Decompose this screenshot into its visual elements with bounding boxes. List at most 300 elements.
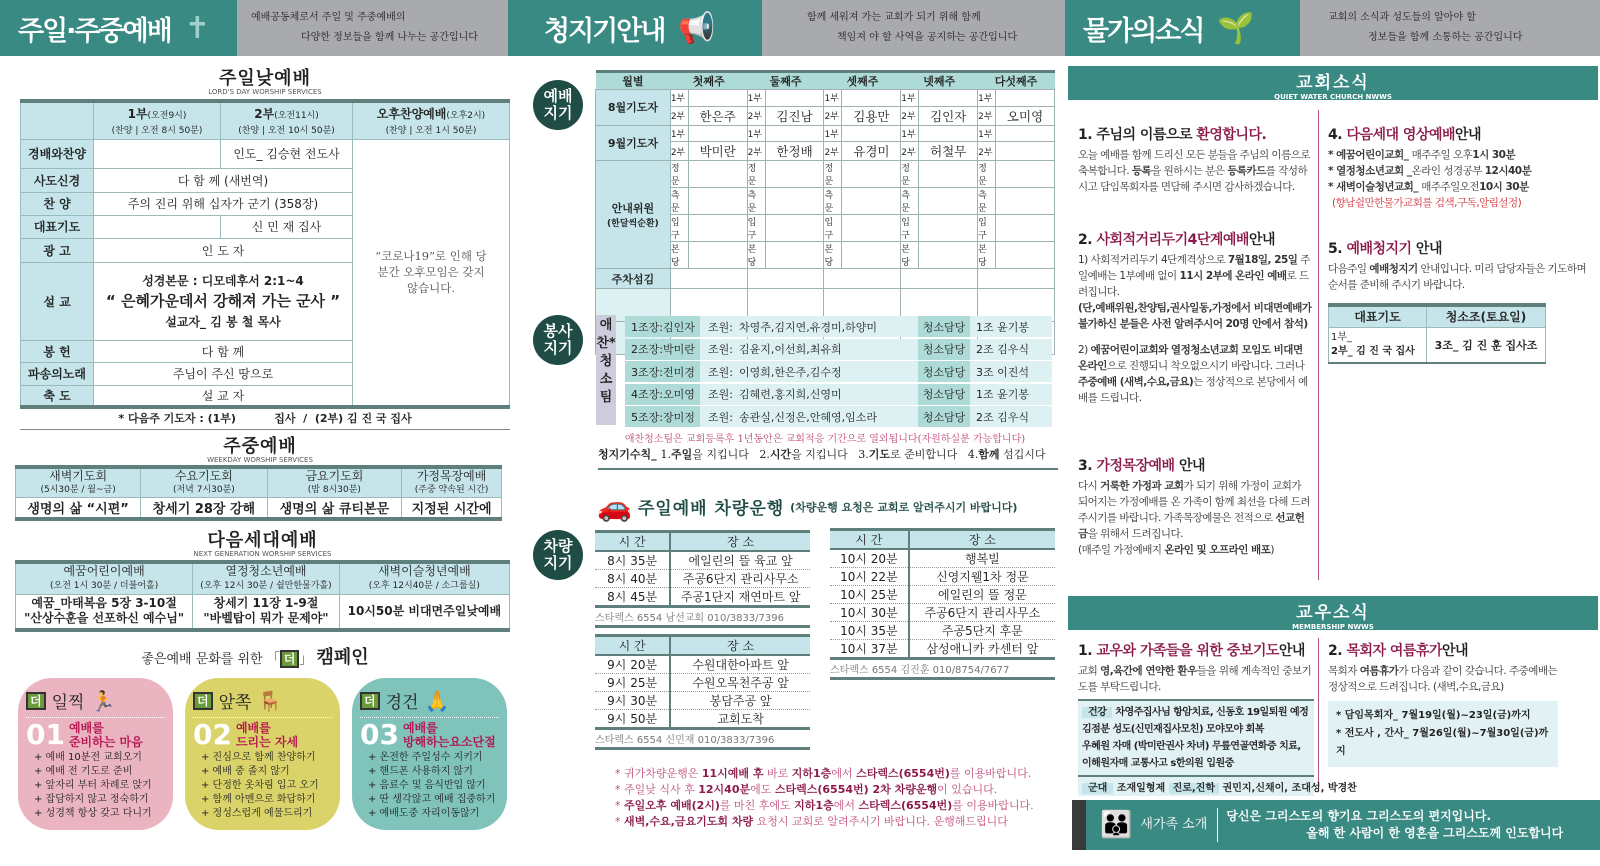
text-segment: 들을 위해 계속적인 중보기도를 부탁드립니다. <box>1078 665 1312 693</box>
parking-cell <box>901 269 978 289</box>
usher-name <box>842 161 901 188</box>
rich-text <box>1328 640 1558 660</box>
usher-name <box>688 161 747 188</box>
rich-text <box>1078 455 1313 475</box>
car-header: 장 소 <box>670 532 810 552</box>
heading-1: 예배를 <box>235 720 271 735</box>
parking-cell <box>824 269 901 289</box>
part-label: 2부 <box>901 106 919 125</box>
row-label: 광 고 <box>21 238 94 262</box>
row-label: 봉 헌 <box>21 340 94 362</box>
card-list <box>368 751 499 821</box>
text-segment: 2. <box>1328 643 1347 659</box>
card-number: 02 <box>193 718 232 751</box>
text-segment: 4. <box>1328 127 1347 143</box>
car-time: 8시 45분 <box>595 588 670 607</box>
header-row <box>16 562 510 594</box>
part-label: 2부 <box>747 142 765 161</box>
text-segment: 새벽,수요,금요기도회 차량 <box>624 815 754 828</box>
car-time: 9시 20분 <box>595 655 670 674</box>
car-header: 장 소 <box>909 530 1055 550</box>
position-label: 본당 <box>747 242 765 269</box>
header-section-worship <box>0 0 237 56</box>
text-segment: 안내 <box>1455 127 1482 143</box>
campaign-prefix: 좋은예배 문화를 위한 <box>141 652 263 667</box>
heading-2: 준비하는 마음 <box>68 734 143 749</box>
card-list-item: + 진심으로 함께 찬양하기 <box>201 752 316 763</box>
text-segment: 시간 <box>769 448 792 461</box>
text-segment: 함께 <box>978 448 1000 461</box>
position-label: 입구 <box>670 215 688 242</box>
card-list-item: + 성경책 항상 갖고 다니기 <box>34 808 152 819</box>
steward-rules <box>598 446 1058 470</box>
usher-name <box>842 215 901 242</box>
car-header-row <box>830 530 1055 550</box>
cell: 다 함 께 (새번역) <box>94 168 353 192</box>
schedule-header: 월별 <box>596 72 671 90</box>
heading-2: 방해하는요소단절 <box>402 734 496 749</box>
sunday-title: 주일낮예배 <box>219 68 311 89</box>
prayer-name <box>842 125 901 142</box>
car-place: 행복빌 <box>909 549 1055 568</box>
usher-name <box>842 188 901 215</box>
career-label: 진로,진학 <box>1169 783 1219 794</box>
text-segment: 오늘 예배를 함께 드리신 모든 분들을 주님의 이름으로 축복합니다. <box>1078 149 1311 177</box>
duty: 2조 김우식 <box>970 339 1052 360</box>
text-segment: 교우와 가족들을 위한 중보기도 <box>1096 643 1279 659</box>
text-segment: 안내 <box>1248 232 1276 248</box>
text-segment: 거룩한 가정과 교회 <box>1100 480 1184 492</box>
new-family-line: 당신은 그리스도의 향기요 그리스도의 편지입니다. <box>1226 809 1492 823</box>
heading-1: 예배를 <box>68 720 104 735</box>
text-segment: 환영합니다. <box>1196 127 1267 143</box>
text-segment: 1) 사회적거리두기 4단계격상으로 <box>1078 254 1228 266</box>
weekday-table <box>15 465 502 521</box>
col-sub: (찬양 | 오전 8시 50분) <box>111 126 203 137</box>
prayer-name: 한정배 <box>765 142 824 161</box>
prayer-name <box>996 142 1055 161</box>
text-segment: 에서 <box>833 799 859 812</box>
text-segment: * 열정청소년교회 _ <box>1328 165 1412 177</box>
th: 청소조(토요일) <box>1445 310 1527 325</box>
line: 예꿈_마태복음 5장 3-10절 <box>31 596 177 611</box>
car-row <box>595 710 810 729</box>
prayer-name: 한은주 <box>688 106 747 125</box>
prayer-name <box>919 90 978 107</box>
col-name: 가정목장예배 <box>416 468 487 483</box>
bible-globe-icon: ✝ <box>184 10 208 46</box>
megaphone-icon: 📢 <box>678 10 714 46</box>
car-time: 10시 22분 <box>830 568 909 586</box>
col-name: 새벽기도회 <box>49 468 108 483</box>
schedule-header: 셋째주 <box>824 72 901 90</box>
prayer-name: 김진남 <box>765 106 824 125</box>
col-time: (오전11시) <box>274 111 319 122</box>
duty-label: 청소담당 <box>918 339 970 360</box>
rich-text <box>1328 179 1593 195</box>
cell: 2부_ 김 진 국 집사 <box>1331 345 1415 357</box>
cell: 주님이 주신 땅으로 <box>94 362 353 385</box>
church-news-banner <box>1068 66 1598 100</box>
parking-row <box>596 269 1055 289</box>
card-list-item: + 예배 중 졸지 않기 <box>201 766 290 777</box>
part-label: 2부 <box>747 106 765 125</box>
news-item-2 <box>1078 229 1313 406</box>
text-segment: 3. <box>1078 458 1097 474</box>
col-time: (저녁 7시30분) <box>172 484 235 495</box>
header-desc-line: 함께 세워져 가는 교회가 되기 위해 함께 <box>807 12 981 23</box>
members: 송관실,신정은,안혜영,임소라 <box>738 410 877 424</box>
heading-1: 예배를 <box>402 720 438 735</box>
worship-keeper-badge: 예배 지기 <box>533 80 583 130</box>
car-time: 9시 50분 <box>595 710 670 729</box>
header-desc <box>237 0 508 56</box>
weekday-col-header <box>16 467 141 497</box>
weekday-subtitle: WEEKDAY WORSHIP SERVICES <box>207 456 313 464</box>
duty-label: 청소담당 <box>918 316 970 337</box>
row-label: 찬 양 <box>21 192 94 215</box>
usher-name <box>765 242 824 269</box>
content-row <box>16 497 502 519</box>
car-time: 8시 35분 <box>595 551 670 570</box>
text-segment: 교회 <box>1078 665 1101 677</box>
text-segment: 요청시 교회로 알려주시기 바랍니다. 운행해드립니다 <box>753 815 1008 828</box>
banner-title: 교회소식 <box>1296 73 1370 93</box>
parking-cell <box>978 269 1055 289</box>
row-label: 주차섬김 <box>596 269 671 289</box>
text-segment: 로 준비합니다 4. <box>890 448 979 461</box>
text-segment: 스타렉스(6554번) 2차 차량운행 <box>774 783 938 796</box>
campaign-title: 좋은예배 문화를 위한 「 더 」 캠페인 <box>141 647 369 668</box>
banner-subtitle: QUIET WATER CHURCH NWWS <box>1274 93 1392 101</box>
part-label: 2부 <box>978 106 996 125</box>
position-label: 측문 <box>670 188 688 215</box>
text-segment: 기도 <box>868 448 891 461</box>
car-place: 에일린의 뜰 육교 앞 <box>670 551 810 570</box>
prayer-name <box>765 90 824 107</box>
rich-text <box>1078 252 1313 300</box>
nextgen-content <box>193 594 339 630</box>
car-row <box>830 568 1055 586</box>
team-leader: 5조장:장미정 <box>625 406 700 427</box>
vacation-line: * 전도사 , 간사_ 7월26일(월)~7월30일(금)까지 <box>1336 728 1549 757</box>
car-place: 수원오목천주공 앞 <box>670 674 810 692</box>
rich-text <box>1078 300 1313 332</box>
text-segment: 가 다음과 같이 갖습니다. 주중예배는 정상적으로 드려집니다. (새벽,수요,금요) <box>1328 665 1558 693</box>
text-segment: 12시40분 <box>1484 165 1532 177</box>
text-segment: 스타렉스(6554번) <box>858 799 953 812</box>
members-label: 조원: <box>708 388 733 401</box>
card-title-row <box>26 718 165 751</box>
row-label: 축 도 <box>21 385 94 407</box>
new-family-line: 올해 한 사람이 한 영혼을 그리스도께 인도합니다 <box>1306 826 1564 840</box>
part-label: 2부 <box>670 142 688 161</box>
row-label: 경배와찬양 <box>21 139 94 168</box>
rich-text <box>1078 124 1313 144</box>
header-desc-line: 예배공동체로서 주일 및 주중예배의 <box>251 12 406 23</box>
duty: 1조 윤기봉 <box>970 316 1052 337</box>
card-head <box>360 688 499 718</box>
position-label: 측문 <box>978 188 996 215</box>
position-label: 입구 <box>824 215 842 242</box>
car-row <box>595 570 810 588</box>
card-list-item: + 딴 생각않고 예배 집중하기 <box>368 794 496 805</box>
part-label: 1부 <box>901 125 919 142</box>
team-label: 애찬*청소팀 <box>596 315 616 425</box>
nextgen-content <box>339 594 509 630</box>
members-label: 조원: <box>708 410 733 424</box>
part-label: 1부 <box>901 90 919 107</box>
health-box <box>1078 699 1314 775</box>
usher-name <box>765 188 824 215</box>
weekday-content: 생명의 삶 큐티본문 <box>267 497 402 519</box>
car-note <box>615 782 1055 798</box>
text-segment: 이 있습니다. <box>937 783 998 796</box>
card-list-item: + 예배도중 자리이동않기 <box>368 808 480 819</box>
duty: 3조 이진석 <box>970 361 1052 382</box>
col-time: (밤 8시30분) <box>307 484 361 495</box>
car-row <box>830 622 1055 640</box>
text-segment: 온라인 및 오프라인 배포 <box>1164 544 1271 556</box>
cell: 설 교 자 <box>94 385 353 407</box>
rich-text <box>1328 195 1593 211</box>
car-row <box>595 655 810 674</box>
car-place: 봉담주공 앞 <box>670 692 810 710</box>
car-keeper-badge: 차량 지기 <box>533 530 583 580</box>
car-place: 주공6단지 관리사무소 <box>670 570 810 588</box>
col-time: (오후2시) <box>446 111 486 122</box>
text-segment: 안내 <box>1174 458 1206 474</box>
row-label: 대표기도 <box>21 215 94 238</box>
position-label: 본당 <box>901 242 919 269</box>
team-note: 애찬청소팀은 교회등록후 1년동안은 교회적응 기간으로 열외됩니다(자원하실분 가능합니다) <box>624 434 1026 445</box>
rich-text <box>1328 663 1558 695</box>
schedule-header: 첫째주 <box>670 72 747 90</box>
health-item: 이해원자매 교통사고 s한의원 입원중 <box>1082 758 1234 769</box>
team-leader: 2조장:박미란 <box>625 339 700 360</box>
text-segment: 1. <box>660 448 671 461</box>
card-heading <box>69 721 143 749</box>
text-segment: 으로 진행되니 착오없으시기 바랍니다. 그러나 <box>1106 360 1305 372</box>
car-footer: 스타렉스 6554 남선교회 010/3833/7396 <box>595 607 810 627</box>
sunday-worship-table <box>20 99 510 409</box>
text-segment: 1. 주님의 이름으로 <box>1078 127 1197 143</box>
afternoon-note: “코로나19”로 인해 당분간 오후모임은 갖지 않습니다. <box>353 139 510 407</box>
text-segment: 안내 <box>1441 643 1469 659</box>
car-place: 주공6단지 관리사무소 <box>909 604 1055 622</box>
rich-text <box>1078 542 1313 558</box>
text-segment: 을 원하시는 분은 <box>1151 165 1228 177</box>
text-segment: * <box>615 815 624 828</box>
header-desc-line: 책임져 야 할 사역을 공지하는 공간입니다 <box>837 32 1018 43</box>
rich-text <box>1328 238 1593 258</box>
car-notes <box>615 766 1055 830</box>
card-title-row <box>360 718 499 751</box>
usher-name <box>919 242 978 269</box>
col-name: 2부 <box>254 107 275 122</box>
text-segment: 주중예배 (새벽,수요,금요) <box>1078 376 1194 388</box>
card-list-item: + 함께 아멘으로 화답하기 <box>201 794 316 805</box>
nextgen-col-header <box>193 562 339 594</box>
text-segment: 가 되기 위해 가정이 교회가 되어지는 가정예배를 온 가족이 함께 최선을 다해 드려 주시기를 바랍니다. 가족목장예물은 전적으로 <box>1078 480 1311 524</box>
weekday-content: 지정된 시간에 <box>402 497 502 519</box>
text-segment: 매주주일 오후 <box>1411 149 1473 161</box>
new-family-banner <box>1072 800 1600 850</box>
weekday-title: 주중예배 <box>223 436 297 457</box>
text-segment: 을 지킵니다 3. <box>791 448 869 461</box>
position-label: 정문 <box>978 161 996 188</box>
car-place: 신영지웰1차 정문 <box>909 568 1055 586</box>
rich-text <box>1078 478 1313 542</box>
members-label: 조원: <box>708 320 733 334</box>
text-segment: 2. <box>1078 232 1097 248</box>
car-time: 10시 37분 <box>830 640 909 659</box>
header-desc-line: 정보들을 함께 소통하는 공간입니다 <box>1368 32 1523 43</box>
position-label: 정문 <box>824 161 842 188</box>
text-segment: (단,예배위원,찬양팀,권사일동,가정에서 비대면예배가 불가하신 분들은 사전 알려주시어 20명 안에서 참석) <box>1078 302 1312 330</box>
usher-label: 안내위원 <box>611 202 655 215</box>
text-segment: * 귀가차량운행은 <box>615 767 702 780</box>
team-members <box>700 339 918 360</box>
weekday-content: 생명의 삶 “시편” <box>16 497 141 519</box>
header-row <box>596 72 1055 90</box>
text-segment: 5. <box>1328 241 1347 257</box>
header-title: 청지기안내 <box>544 15 665 47</box>
vacation-line: * 담임목회자_ 7월19일(월)~23일(금)까지 <box>1336 710 1531 721</box>
card-heading <box>236 721 298 749</box>
car-row <box>595 674 810 692</box>
schedule-header: 다섯째주 <box>978 72 1055 90</box>
text-segment: 목회자 여름휴가 <box>1346 643 1442 659</box>
position-label: 측문 <box>747 188 765 215</box>
card-word: 일찍 <box>51 693 85 713</box>
cell: 1부_ <box>1331 331 1353 343</box>
parking-cell <box>747 269 824 289</box>
position-label: 정문 <box>747 161 765 188</box>
prayer-name: 김인자 <box>919 106 978 125</box>
heading-2: 드리는 자세 <box>235 734 299 749</box>
prayer-name: 박미란 <box>688 142 747 161</box>
car-place: 삼성애니카 카센터 앞 <box>909 640 1055 659</box>
text-segment: * 주일낮 식사 후 <box>615 783 699 796</box>
car-time: 10시 30분 <box>830 604 909 622</box>
prayer-name <box>996 90 1055 107</box>
header-section-steward <box>508 0 762 56</box>
card-number: 03 <box>360 718 399 751</box>
campaign-card <box>18 678 173 830</box>
team-members <box>700 361 918 382</box>
part-label: 1부 <box>747 125 765 142</box>
army-value: 조재일형제 <box>1116 783 1166 794</box>
usher-name <box>996 242 1055 269</box>
col-name: 열정청소년예배 <box>225 563 307 578</box>
car-header: 장 소 <box>670 636 810 656</box>
car-footer-row <box>595 607 810 627</box>
car-place: 교회도착 <box>670 710 810 729</box>
prayer-name <box>842 90 901 107</box>
text-segment: 11시 2부에 온라인 예배 <box>1179 270 1287 282</box>
text-segment: 사회적거리두기4단계예배 <box>1096 232 1249 248</box>
text-segment: 예배청지기 <box>1369 263 1418 275</box>
header-desc-line: 교회의 소식과 성도들의 알아야 할 <box>1328 12 1476 23</box>
card-heading <box>403 721 496 749</box>
header-row <box>16 467 502 497</box>
cell <box>94 215 221 238</box>
team-row <box>625 384 1052 405</box>
usher-name <box>996 215 1055 242</box>
text-segment: 스타렉스(6554번) <box>856 767 950 780</box>
service-keeper-badge: 봉사 지기 <box>533 315 583 365</box>
text-segment: ) <box>1270 544 1274 556</box>
family-hands-icon: 👪 <box>1100 810 1133 840</box>
weekday-col-header <box>402 467 502 497</box>
new-family-label: 새가족 소개 <box>1140 808 1218 842</box>
duty-label: 청소담당 <box>918 361 970 382</box>
cell: 다 함 께 <box>94 340 353 362</box>
position-label: 측문 <box>901 188 919 215</box>
text-segment: 예꿈어린이교회와 열정청소년교회 모임도 비대면 온라인 <box>1078 344 1303 372</box>
part-label: 1부 <box>747 90 765 107</box>
parking-cell <box>670 269 747 289</box>
car-note <box>615 814 1055 830</box>
usher-name <box>919 161 978 188</box>
campaign-suffix: 캠페인 <box>316 647 369 668</box>
card-number: 01 <box>26 718 65 751</box>
content-row <box>16 594 510 630</box>
health-item: 우혜원 자매 (박미란권사 차녀) 무릎연골연화증 치료, <box>1082 741 1301 752</box>
car-row <box>830 604 1055 622</box>
header-section-news <box>1065 0 1300 56</box>
text-segment: 를 작성하시고 담임목회자를 면담해 주시면 감사하겠습니다. <box>1078 165 1308 193</box>
army-career-box <box>1078 775 1357 796</box>
text-segment: 11시예배 후 <box>701 767 764 780</box>
usher-name <box>765 215 824 242</box>
car-place: 에일린의 뜰 정문 <box>909 586 1055 604</box>
news-item-1 <box>1078 124 1313 195</box>
line: "바벨탑이 뭐가 문제야" <box>203 611 329 626</box>
duty: 1조 윤기봉 <box>970 384 1052 405</box>
position-label: 측문 <box>824 188 842 215</box>
health-item: 차영주집사님 항암치료, 신동호 19일퇴원 예정 <box>1115 707 1309 718</box>
campaign-logo: 더 <box>26 692 46 710</box>
text-segment: 섬깁시다 <box>999 448 1046 461</box>
card-list-item: + 단정한 옷차림 입고 오기 <box>201 780 319 791</box>
row-label <box>596 161 671 269</box>
text-segment: 매주주일오전 <box>1421 181 1480 193</box>
col-time: (5시30분 / 월~금) <box>40 484 116 495</box>
part-label: 1부 <box>670 90 688 107</box>
car-row <box>595 551 810 570</box>
members-label: 조원: <box>708 343 733 356</box>
text-segment: * 새벽이슬청년교회_ <box>1328 181 1422 193</box>
row-label: 8월기도자 <box>596 90 671 126</box>
col-name: 수요기도회 <box>174 468 233 483</box>
text-segment: * <box>615 799 624 812</box>
car-row <box>595 692 810 710</box>
usher-name <box>996 188 1055 215</box>
line: 10시50분 비대면주일낮예배 <box>347 603 502 618</box>
header-desc <box>762 0 1065 56</box>
running-person-icon: 🏃 <box>90 688 116 713</box>
col-time: (오후 12시 30분 / 쉴만한물가홀) <box>200 580 332 591</box>
career-value: 권민지,신채이, 조대성, 박경찬 <box>1222 783 1357 794</box>
schedule-header: 넷째주 <box>901 72 978 90</box>
cell: 주의 진리 위해 십자가 군기 (358장) <box>94 192 353 215</box>
campaign-logo: 더 <box>193 692 213 710</box>
team-row <box>625 316 1052 337</box>
col-name: 예꿈어린이예배 <box>63 563 145 578</box>
kneeling-person-icon: 🙏 <box>424 688 450 713</box>
